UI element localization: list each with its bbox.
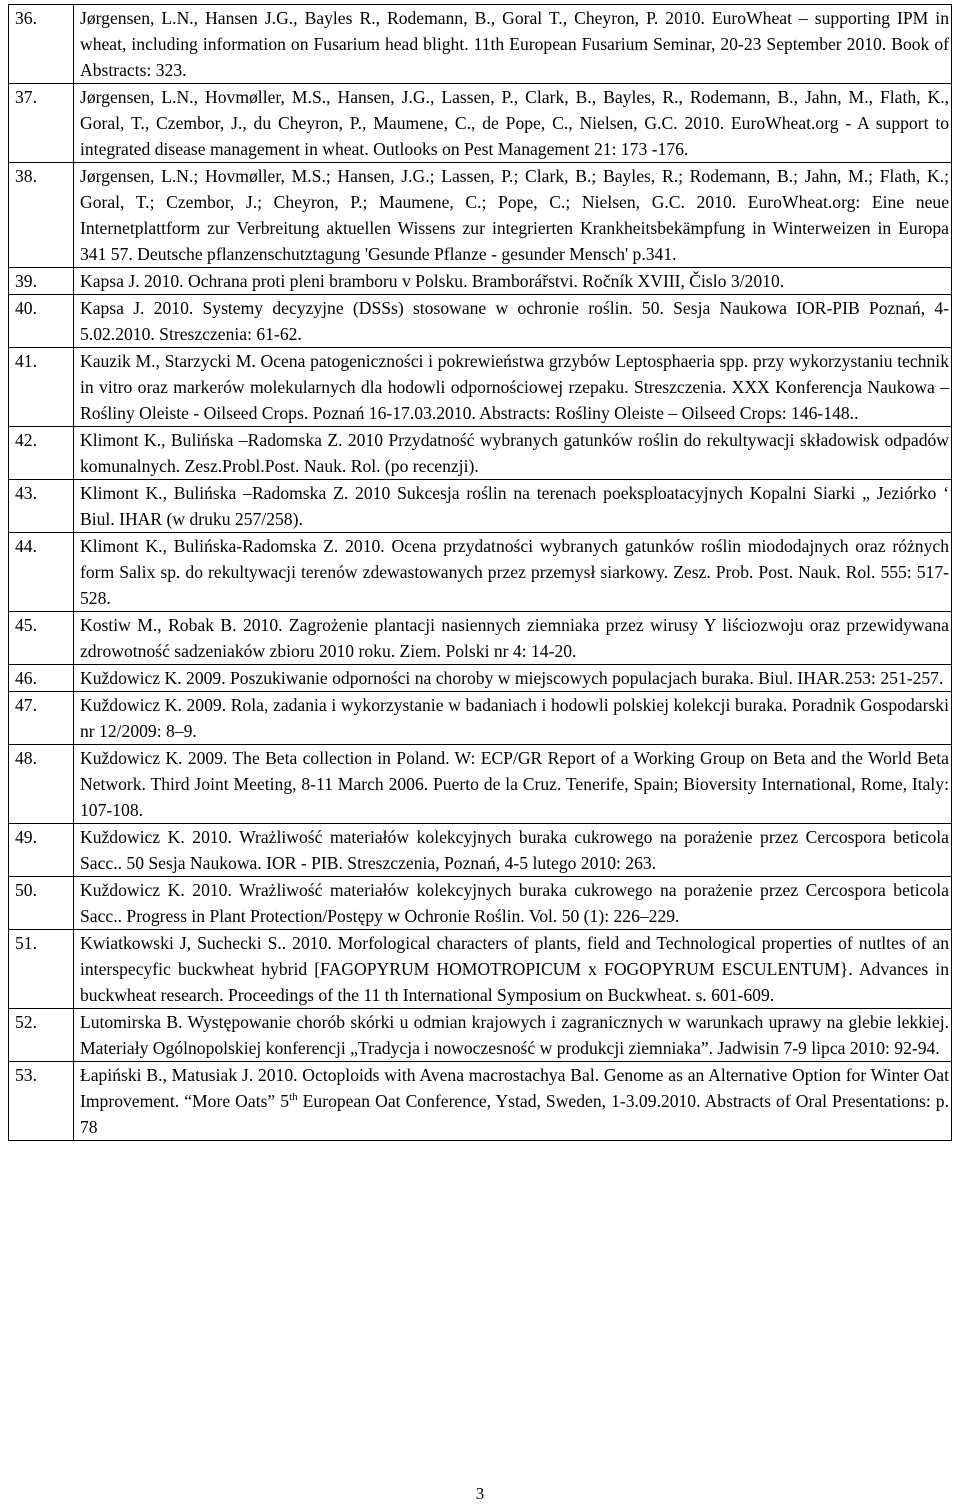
reference-number: 36. (9, 5, 74, 84)
reference-text: Kuždowicz K. 2010. Wrażliwość materiałów kolekcyjnych buraka cukrowego na porażenie przez Cercospora beticola Sacc.. Progress in Plant Protection/Postępy w Ochronie Roślin. Vol. 50 (1): 226–229. (74, 877, 952, 930)
reference-text: Lutomirska B. Występowanie chorób skórki u odmian krajowych i zagranicznych w warunkach uprawy na glebie lekkiej. Materiały Ogólnopolskiej konferencji „Tradycja i nowoczesność w produkcji ziemniaka”. Jadwisin 7-9 lipca 2010: 92-94. (74, 1009, 952, 1062)
reference-row (9, 612, 952, 665)
reference-text: Kuždowicz K. 2010. Wrażliwość materiałów kolekcyjnych buraka cukrowego na porażenie przez Cercospora beticola Sacc.. 50 Sesja Naukowa. IOR - PIB. Streszczenia, Poznań, 4-5 lutego 2010: 263. (74, 824, 952, 877)
reference-text: Jørgensen, L.N., Hovmøller, M.S., Hansen, J.G., Lassen, P., Clark, B., Bayles, R., Rodemann, B., Jahn, M., Flath, K., Goral, T., Czembor, J., du Cheyron, P., Maumene, C., de Pope, C., Nielsen, G.C. 2010. EuroWheat.org - A support to integrated disease management in wheat. Outlooks on Pest Management 21: 173 -176. (74, 84, 952, 163)
reference-row (9, 480, 952, 533)
reference-text: Kapsa J. 2010. Ochrana proti pleni bramboru v Polsku. Bramborářstvi. Ročník XVIII, Čislo 3/2010. (74, 268, 952, 295)
reference-row (9, 692, 952, 745)
reference-row (9, 5, 952, 84)
reference-text-end: European Oat Conference, Ystad, Sweden, 1-3.09.2010. Abstracts of Oral Presentations: p. 78 (80, 1091, 949, 1137)
reference-number: 41. (9, 348, 74, 427)
reference-row (9, 427, 952, 480)
reference-list (8, 4, 952, 1141)
reference-text: Kuždowicz K. 2009. Poszukiwanie odporności na choroby w miejscowych populacjach buraka. Biul. IHAR.253: 251-257. (74, 665, 952, 692)
reference-text: Jørgensen, L.N.; Hovmøller, M.S.; Hansen, J.G.; Lassen, P.; Clark, B.; Bayles, R.; Rodemann, B.; Jahn, M.; Flath, K.; Goral, T.; Czembor, J.; Cheyron, P.; Maumene, C.; Pope, C.; Nielsen, G.C. 2010. EuroWheat.org: Eine neue Internetplattform zur Verbreitung aktuellen Wissens zur integrierten Krankheitsbekämpfung in Winterweizen in Europa 341 57. Deutsche pflanzenschutztagung 'Gesunde Pflanze - gesunder Mensch' p.341. (74, 163, 952, 268)
reference-number: 44. (9, 533, 74, 612)
reference-row (9, 1062, 952, 1141)
reference-text (74, 1062, 952, 1141)
reference-text-start: Łapiński B., Matusiak J. 2010. Octoploids with Avena macrostachya Bal. Genome as an Alternative Option for Winter Oat Improvement. “More Oats” 5 (80, 1065, 949, 1111)
reference-row (9, 877, 952, 930)
reference-text: Klimont K., Bulińska-Radomska Z. 2010. Ocena przydatności wybranych gatunków roślin miododajnych oraz różnych form Salix sp. do rekultywacji terenów zdewastowanych przez przemysł siarkowy. Zesz. Prob. Post. Nauk. Rol. 555: 517-528. (74, 533, 952, 612)
reference-number: 46. (9, 665, 74, 692)
reference-row (9, 665, 952, 692)
reference-number: 47. (9, 692, 74, 745)
reference-number: 39. (9, 268, 74, 295)
reference-row (9, 163, 952, 268)
reference-text: Jørgensen, L.N., Hansen J.G., Bayles R., Rodemann, B., Goral T., Cheyron, P. 2010. EuroWheat – supporting IPM in wheat, including information on Fusarium head blight. 11th European Fusarium Seminar, 20-23 September 2010. Book of Abstracts: 323. (74, 5, 952, 84)
reference-row (9, 295, 952, 348)
reference-number: 52. (9, 1009, 74, 1062)
reference-text: Kwiatkowski J, Suchecki S.. 2010. Morfological characters of plants, field and Technological properties of nutltes of an interspecyfic buckwheat hybrid [FAGOPYRUM HOMOTROPICUM x FOGOPYRUM ESCULENTUM}. Advances in buckwheat research. Proceedings of the 11 th International Symposium on Buckwheat. s. 601-609. (74, 930, 952, 1009)
reference-table (8, 4, 952, 1141)
reference-text: Kuždowicz K. 2009. The Beta collection in Poland. W: ECP/GR Report of a Working Group on Beta and the World Beta Network. Third Joint Meeting, 8-11 March 2006. Puerto de la Cruz. Tenerife, Spain; Bioversity International, Rome, Italy: 107-108. (74, 745, 952, 824)
reference-text: Kuždowicz K. 2009. Rola, zadania i wykorzystanie w badaniach i hodowli polskiej kolekcji buraka. Poradnik Gospodarski nr 12/2009: 8–9. (74, 692, 952, 745)
reference-number: 38. (9, 163, 74, 268)
reference-text: Kapsa J. 2010. Systemy decyzyjne (DSSs) stosowane w ochronie roślin. 50. Sesja Naukowa IOR-PIB Poznań, 4-5.02.2010. Streszczenia: 61-62. (74, 295, 952, 348)
reference-row (9, 268, 952, 295)
reference-number: 45. (9, 612, 74, 665)
reference-number: 42. (9, 427, 74, 480)
reference-text: Kauzik M., Starzycki M. Ocena patogeniczności i pokrewieństwa grzybów Leptosphaeria spp. przy wykorzystaniu technik in vitro oraz markerów molekularnych dla hodowli odpornościowej rzepaku. Streszczenia. XXX Konferencja Naukowa – Rośliny Oleiste - Oilseed Crops. Poznań 16-17.03.2010. Abstracts: Rośliny Oleiste – Oilseed Crops: 146-148.. (74, 348, 952, 427)
reference-number: 51. (9, 930, 74, 1009)
reference-number: 40. (9, 295, 74, 348)
reference-number: 48. (9, 745, 74, 824)
reference-text: Kostiw M., Robak B. 2010. Zagrożenie plantacji nasiennych ziemniaka przez wirusy Y liściozwoju oraz przewidywana zdrowotność sadzeniaków zbioru 2010 roku. Ziem. Polski nr 4: 14-20. (74, 612, 952, 665)
reference-row (9, 930, 952, 1009)
page-number: 3 (475, 1484, 485, 1503)
reference-row (9, 1009, 952, 1062)
reference-number: 37. (9, 84, 74, 163)
reference-text: Klimont K., Bulińska –Radomska Z. 2010 Przydatność wybranych gatunków roślin do rekultywacji składowisk odpadów komunalnych. Zesz.Probl.Post. Nauk. Rol. (po recenzji). (74, 427, 952, 480)
reference-number: 53. (9, 1062, 74, 1141)
reference-number: 49. (9, 824, 74, 877)
reference-row (9, 348, 952, 427)
reference-text: Klimont K., Bulińska –Radomska Z. 2010 Sukcesja roślin na terenach poeksploatacyjnych Kopalni Siarki „ Jeziórko ‘ Biul. IHAR (w druku 257/258). (74, 480, 952, 533)
reference-row (9, 824, 952, 877)
reference-number: 50. (9, 877, 74, 930)
reference-row (9, 745, 952, 824)
reference-row (9, 84, 952, 163)
reference-row (9, 533, 952, 612)
reference-number: 43. (9, 480, 74, 533)
ordinal-superscript: th (289, 1091, 298, 1104)
